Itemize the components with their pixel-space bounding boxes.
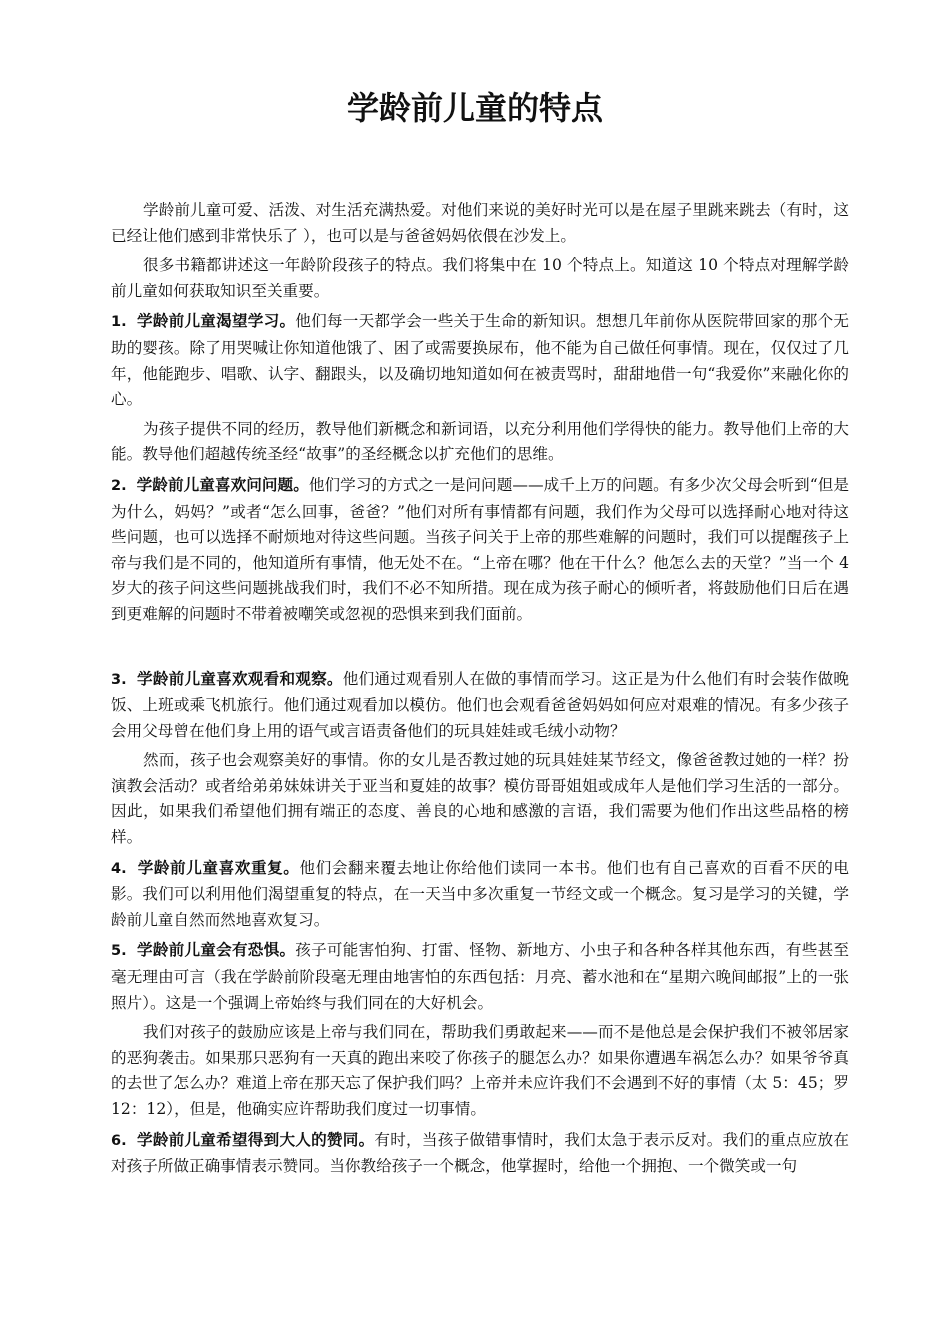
point-number: 6. — [111, 1132, 127, 1149]
point-heading: 学龄前儿童会有恐惧。 — [137, 940, 296, 960]
intro-paragraph: 学龄前儿童可爱、活泼、对生活充满热爱。对他们来说的美好时光可以是在屋子里跳来跳去（有时，这已经让他们感到非常快乐了 ），也可以是与爸爸妈妈依偎在沙发上。 — [111, 201, 849, 245]
point-heading: 学龄前儿童喜欢问问题。 — [136, 474, 309, 494]
document-body — [111, 198, 849, 1184]
point-text: 他们通过观看别人在做的事情而学习。这正是为什么他们有时会装作做晚饭、上班或乘飞机旅行。他们通过观看加以模仿。他们也会观看爸爸妈妈如何应对艰难的情况。有多少孩子会用父母曾在他们身上用的语气或言语责备他们的玩具娃娃或毛绒小动物？ — [111, 669, 849, 740]
document-title: 学龄前儿童的特点 — [346, 89, 603, 127]
intro-paragraph: 很多书籍都讲述这一年龄阶段孩子的特点。我们将集中在 10 个特点上。知道这 10 个特点对理解学龄前儿童如何获取知识至关重要。 — [111, 256, 849, 300]
point-heading: 学龄前儿童喜欢重复。 — [137, 857, 300, 877]
point-3-extra-paragraph: 然而，孩子也会观察美好的事情。你的女儿是否教过她的玩具娃娃某节经文，像爸爸教过她的一样？扮演教会活动？或者给弟弟妹妹讲关于亚当和夏娃的故事？模仿哥哥姐姐或成年人是他们学习生活的一部分。因此，如果我们希望他们拥有端正的态度、善良的心地和感激的言语，我们需要为他们作出这些品格的榜样。 — [111, 751, 849, 847]
point-text: 他们会翻来覆去地让你给他们读同一本书。他们也有自己喜欢的百看不厌的电影。我们可以利用他们渴望重复的特点，在一天当中多次重复一节经文或一个概念。复习是学习的关键，学龄前儿童自然而然地喜欢复习。 — [111, 858, 849, 929]
point-1-extra-paragraph: 为孩子提供不同的经历，教导他们新概念和新词语，以充分利用他们学得快的能力。教导他们上帝的大能。教导他们超越传统圣经“故事”的圣经概念以扩充他们的思维。 — [111, 419, 849, 464]
point-text: 他们每一天都学会一些关于生命的新知识。想想几年前你从医院带回家的那个无助的婴孩。除了用哭喊让你知道他饿了、困了或需要换尿布，他不能为自己做任何事情。现在，仅仅过了几年，他能跑步、唱歌、认字、翻跟头，以及确切地知道如何在被责骂时，甜甜地借一句“我爱你”来融化你的心。 — [111, 312, 849, 409]
point-text: 他们学习的方式之一是问问题——成千上万的问题。有多少次父母会听到“但是为什么，妈妈？”或者“怎么回事，爸爸？”他们对所有事情都有问题，我们作为父母可以选择耐心地对待这些问题，也可以选择不耐烦地对待这些问题。当孩子问关于上帝的那些难解的问题时，我们可以提醒孩子上帝与我们是不同的，他知道所有事情，他无处不在。“上帝在哪？他在干什么？他怎么去的天堂？”当一个 4 岁大的孩子问这些问题挑战我们时，我们不必不知所措。现在成为孩子耐心的倾听者，将鼓励他们日后在遇到更难解的问题时不带着被嘲笑或忽视的恐惧来到我们面前。 — [111, 475, 849, 623]
point-number: 1. — [111, 314, 127, 331]
point-number: 4. — [111, 860, 127, 877]
point-6-paragraph — [111, 1127, 849, 1180]
point-heading: 学龄前儿童渴望学习。 — [137, 311, 296, 331]
point-number: 5. — [111, 943, 127, 960]
point-text: 孩子可能害怕狗、打雷、怪物、新地方、小虫子和各种各样其他东西，有些甚至毫无理由可言（我在学龄前阶段毫无理由地害怕的东西包括：月亮、蓄水池和在“星期六晚间邮报”上的一张照片）。这是一个强调上帝始终与我们同在的大好机会。 — [111, 941, 849, 1012]
point-5-extra-paragraph: 我们对孩子的鼓励应该是上帝与我们同在，帮助我们勇敢起来——而不是他总是会保护我们不被邻居家的恶狗袭击。如果那只恶狗有一天真的跑出来咬了你孩子的腿怎么办？如果你遭遇车祸怎么办？如果爷爷真的去世了怎么办？难道上帝在那天忘了保护我们吗？上帝并未应许我们不会遇到不好的事情（太 5：45；罗 12：12），但是，他确实应许帮助我们度过一切事情。 — [111, 1023, 849, 1118]
point-text: 有时，当孩子做错事情时，我们太急于表示反对。我们的重点应放在对孩子所做正确事情表示赞同。当你教给孩子一个概念，他掌握时，给他一个拥抱、一个微笑或一句 — [111, 1130, 849, 1176]
point-heading: 学龄前儿童希望得到大人的赞同。 — [137, 1129, 375, 1149]
point-5-paragraph — [111, 937, 849, 1016]
point-number: 2. — [111, 477, 127, 494]
point-number: 3. — [111, 671, 127, 688]
point-3-paragraph — [111, 666, 849, 745]
point-4-paragraph — [111, 855, 849, 934]
point-2-paragraph — [111, 472, 849, 628]
point-1-paragraph — [111, 308, 849, 412]
point-heading: 学龄前儿童喜欢观看和观察。 — [137, 668, 343, 688]
